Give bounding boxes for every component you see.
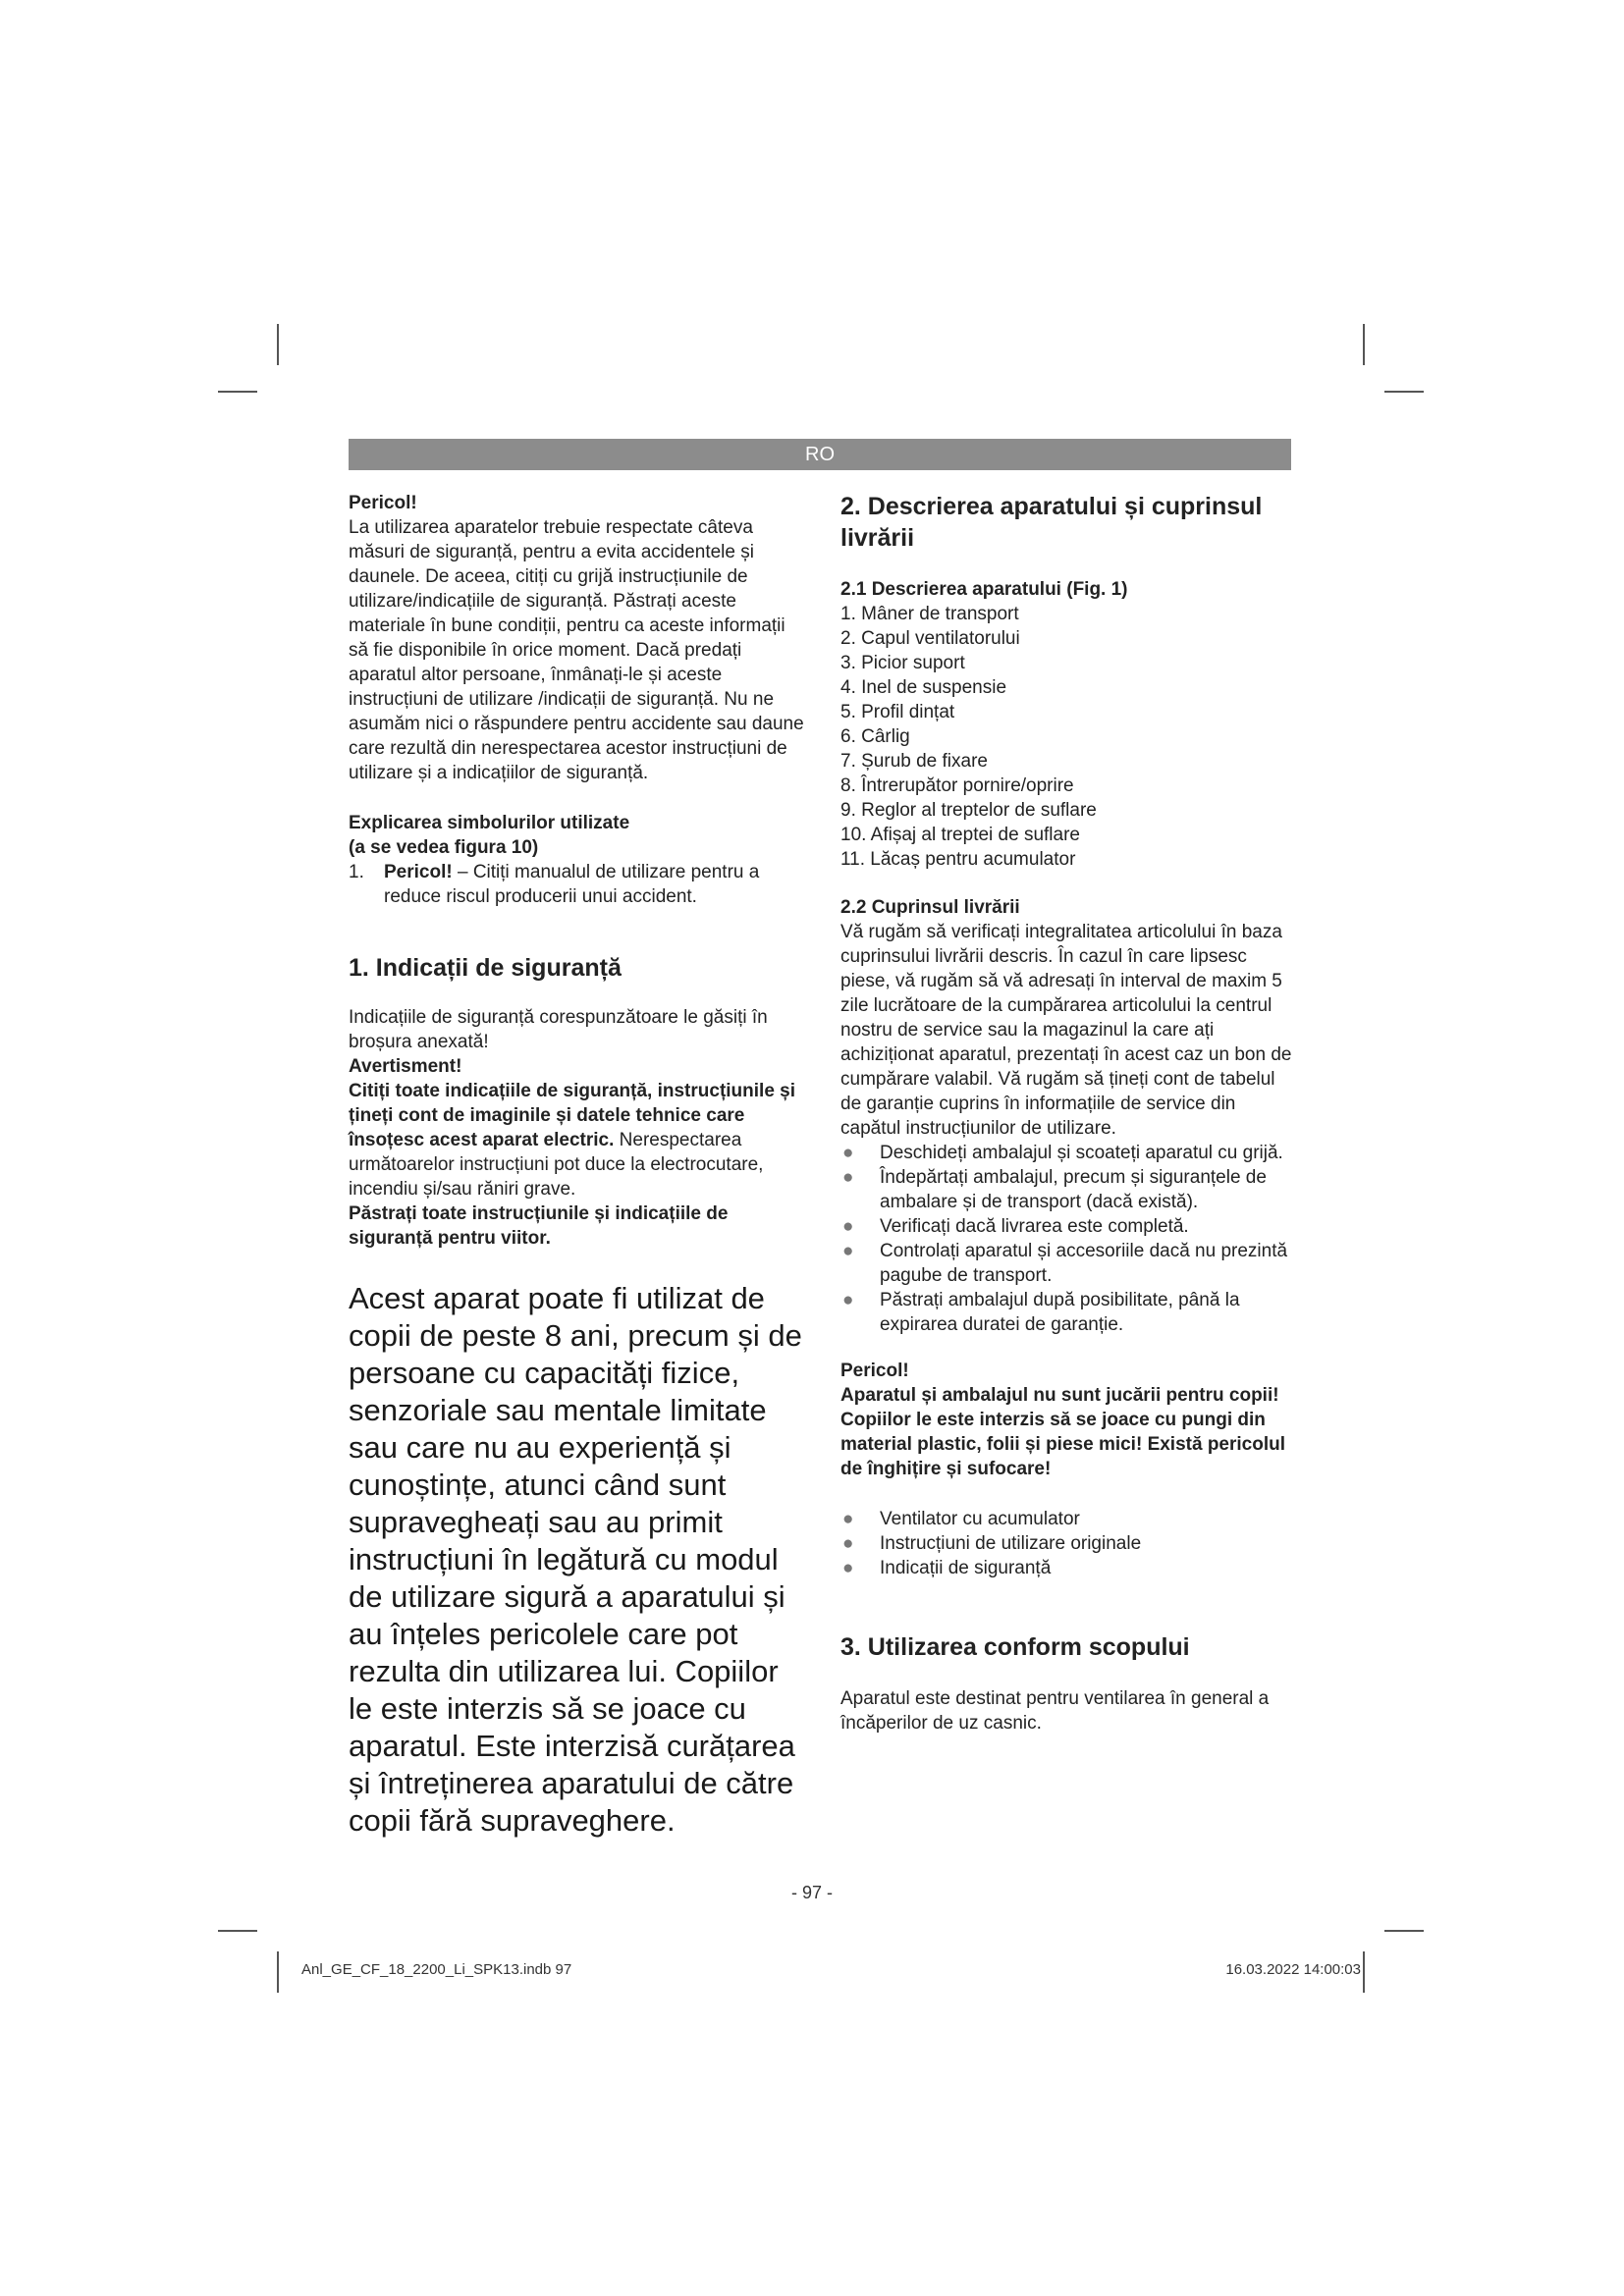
bullet-icon: ● [842,1241,854,1261]
crop-mark [1363,1951,1365,1993]
symbols-subtitle: (a se vedea figura 10) [349,837,539,858]
language-label: RO [805,444,835,465]
list-item: ● Controlați aparatul și accesoriile dacă nu prezintă pagube de transport. [842,1241,1288,1286]
children-safety-notice: Acest aparat poate fi utilizat de copii de peste 8 ani, precum și de persoane cu capacități fizice, senzoriale sau mentale limitate sau care nu au experiență și cunoștințe, atunci când sunt supravegheați sau au primit instrucțiuni în legătură cu modul de utilizare sigură a aparatului și au înțeles pericolele care pot rezulta din utilizarea lui. Copiilor le este interzis să se joace cu aparatul. Este interzisă curățarea și întreținerea aparatului de către copii fără supraveghere. [349,1281,802,1838]
list-item: ● Păstrați ambalajul după posibilitate, până la expirarea duratei de garanție. [842,1290,1240,1335]
subsection-2-2-text: Vă rugăm să verificați integralitatea articolului în baza cuprinsului livrării descris. În cazul în care lipsesc piese, vă rugăm să vă adresați în interval de maxim 5 zile lucrătoare de la cumpărarea articolului la centrul nostru de service sau la magazinul la care ați achiziționat aparatul, prezentați în acest caz un bon de cumpărare valabil. Vă rugăm să țineți cont de tabelul de garanție cuprins în informațiile de service din capătul instrucțiunilor de utilizare. [840,922,1292,1139]
crop-mark [1384,1930,1424,1932]
list-item: 3. Picior suport [840,653,965,673]
bullet-icon: ● [842,1290,854,1310]
crop-mark [1363,324,1365,365]
symbol-item-bold: Pericol! [384,862,453,882]
list-item: 7. Șurub de fixare [840,751,988,772]
bullet-icon: ● [842,1143,854,1163]
list-item: 10. Afișaj al treptei de suflare [840,825,1080,845]
warning-text: Nerespectarea următoarelor instrucțiuni pot duce la electrocutare, incendiu și/sau răniri grave. [349,1130,764,1200]
section-3-title: 3. Utilizarea conform scopului [840,1633,1190,1661]
danger-2-title: Pericol! [840,1361,909,1381]
delivery-contents-list [840,1507,1292,1580]
symbol-item-text: – Citiți manualul de utilizare pentru a reduce riscul producerii unui accident. [384,862,760,907]
list-item: ● Îndepărtați ambalajul, precum și siguranțele de ambalare și de transport (dacă există). [842,1167,1267,1212]
list-item: 9. Reglor al treptelor de suflare [840,800,1097,821]
list-item: ● Verificați dacă livrarea este completă. [842,1216,1189,1237]
list-item: ● Deschideți ambalajul și scoateți aparatul cu grijă. [842,1143,1283,1163]
symbols-title: Explicarea simbolurilor utilizate [349,813,630,833]
list-item: 1. Mâner de transport [840,604,1019,624]
bullet-icon: ● [842,1167,854,1188]
left-column [349,491,805,1840]
list-item: 6. Cârlig [840,726,910,747]
danger-text: La utilizarea aparatelor trebuie respectate câteva măsuri de siguranță, pentru a evita accidentele și daunele. De aceea, citiți cu grijă instrucțiunile de utilizare/indicațiile de siguranță. Păstrați aceste materiale în bune condiții, pentru ca aceste informații să fie disponibile în orice moment. Dacă predați aparatul altor persoane, înmânați-le și aceste instrucțiuni de utilizare /indicații de siguranță. Nu ne asumăm nici o răspundere pentru accidente sau daune care rezultă din nerespectarea acestor instrucțiuni de utilizare și a indicațiilor de siguranță. [349,517,804,783]
bullet-icon: ● [842,1533,854,1554]
section-2-title: 2. Descrierea aparatului și cuprinsul livrării [840,493,1263,552]
right-column [840,491,1292,1735]
bullet-icon: ● [842,1558,854,1578]
crop-mark [277,1951,279,1993]
list-item: ● Indicații de siguranță [842,1558,1052,1578]
warning-bold: Citiți toate indicațiile de siguranță, instrucțiunile și țineți cont de imaginile și datele tehnice care însoțesc acest aparat electric. [349,1081,796,1150]
footer-filename: Anl_GE_CF_18_2200_Li_SPK13.indb 97 [301,1961,572,1978]
warning-paragraph [349,1079,805,1201]
list-item: 11. Lăcaș pentru acumulator [840,849,1076,870]
crop-mark [1384,391,1424,393]
bullet-icon: ● [842,1216,854,1237]
subsection-2-1-title: 2.1 Descrierea aparatului (Fig. 1) [840,579,1128,600]
danger-title: Pericol! [349,493,417,513]
crop-mark [218,1930,257,1932]
crop-mark [218,391,257,393]
list-item: ● Instrucțiuni de utilizare originale [842,1533,1142,1554]
parts-list [840,602,1292,872]
symbol-item [349,860,805,909]
warning-title: Avertisment! [349,1056,462,1077]
language-header-bar [349,439,1291,470]
list-item: 4. Inel de suspensie [840,677,1007,698]
page-number: - 97 - [790,1883,833,1902]
subsection-2-2-title: 2.2 Cuprinsul livrării [840,897,1020,918]
footer-timestamp: 16.03.2022 14:00:03 [1225,1961,1361,1978]
list-item: ● Ventilator cu acumulator [842,1509,1080,1529]
warning-bold-2: Păstrați toate instrucțiunile și indicațiile de siguranță pentru viitor. [349,1203,729,1249]
bullet-icon: ● [842,1509,854,1529]
section-1-text: Indicațiile de siguranță corespunzătoare le găsiți în broșura anexată! [349,1007,768,1052]
list-item: 8. Întrerupător pornire/oprire [840,775,1074,796]
crop-mark [277,324,279,365]
section-1-title: 1. Indicații de siguranță [349,954,622,982]
section-3-text: Aparatul este destinat pentru ventilarea în general a încăperilor de uz casnic. [840,1688,1270,1734]
unpacking-list [840,1141,1292,1337]
symbol-item-number: 1. [349,862,364,882]
list-item: 5. Profil dințat [840,702,955,722]
danger-2-text: Aparatul și ambalajul nu sunt jucării pentru copii! Copiilor le este interzis să se joace cu pungi din material plastic, folii și piese mici! Există pericolul de înghițire și sufocare! [840,1385,1286,1479]
list-item: 2. Capul ventilatorului [840,628,1020,649]
